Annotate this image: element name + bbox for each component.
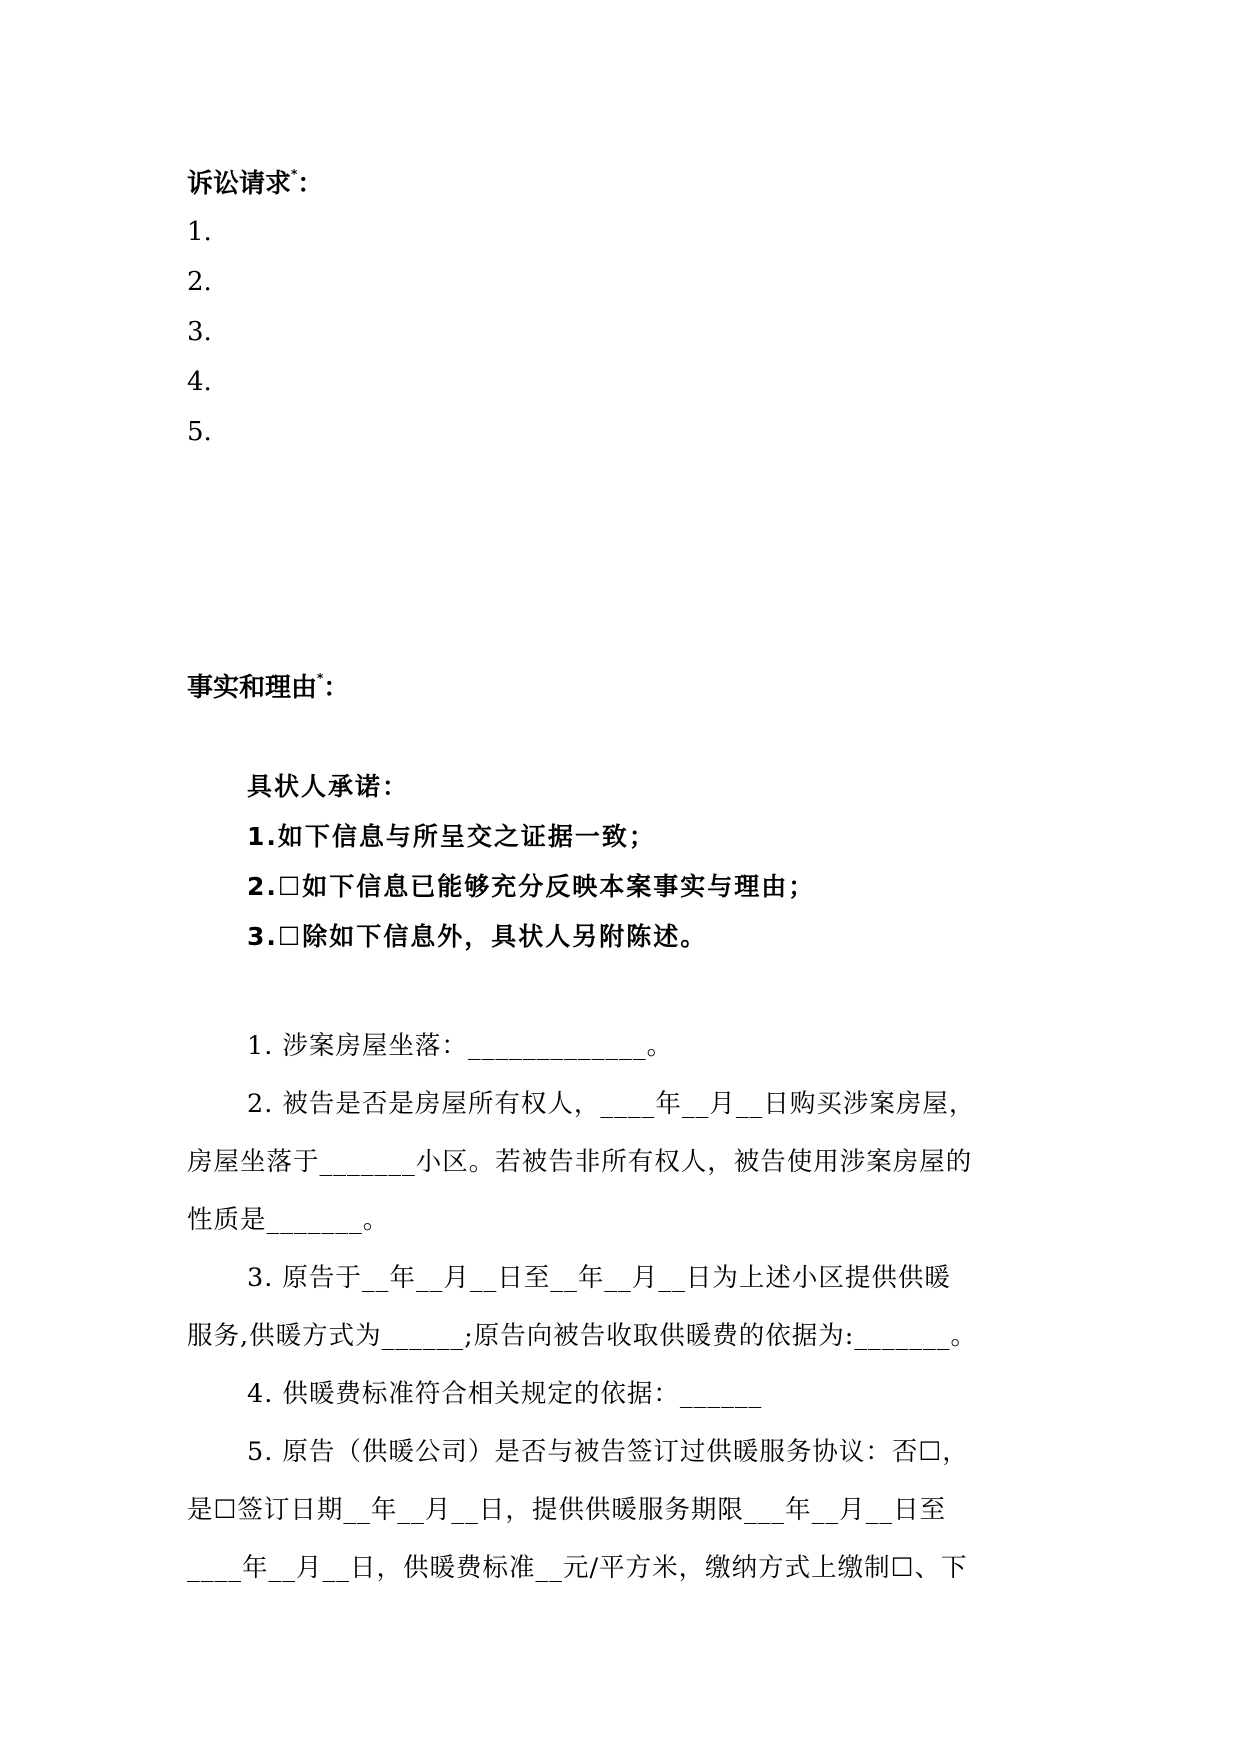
facts-heading [187, 667, 349, 704]
fact-line-6: 服务,供暖方式为______;原告向被告收取供暖费的依据为:_______。 [187, 1321, 978, 1351]
heading-colon: ： [323, 673, 350, 703]
claim-item-2: 2. [187, 267, 212, 297]
pledge-item-3: 3.☐除如下信息外，具状人另附陈述。 [247, 922, 708, 951]
claim-item-5: 5. [187, 417, 212, 447]
required-asterisk: * [317, 671, 324, 685]
fact-line-1: 1. 涉案房屋坐落：_____________。 [247, 1031, 674, 1061]
fact-line-7: 4. 供暖费标准符合相关规定的依据：______ [247, 1379, 763, 1409]
facts-heading-text: 事实和理由 [187, 673, 318, 703]
fact-line-8: 5. 原告（供暖公司）是否与被告签订过供暖服务协议：否☐， [247, 1437, 969, 1467]
heading-colon: ： [297, 169, 324, 199]
claims-heading [187, 163, 323, 200]
pledge-item-1: 1.如下信息与所呈交之证据一致； [247, 822, 656, 851]
fact-line-2: 2. 被告是否是房屋所有权人，____年__月__日购买涉案房屋， [247, 1089, 976, 1119]
pledge-item-2: 2.☐如下信息已能够充分反映本案事实与理由； [247, 872, 816, 901]
required-asterisk: * [291, 167, 298, 181]
fact-line-4: 性质是_______。 [187, 1205, 390, 1235]
pledge-title: 具状人承诺： [247, 772, 410, 801]
claim-item-4: 4. [187, 367, 212, 397]
fact-line-5: 3. 原告于__年__月__日至__年__月__日为上述小区提供供暖 [247, 1263, 951, 1293]
fact-line-9: 是☐签订日期__年__月__日，提供供暖服务期限___年__月__日至 [187, 1495, 947, 1525]
claim-item-1: 1. [187, 217, 212, 247]
fact-line-3: 房屋坐落于_______小区。若被告非所有权人，被告使用涉案房屋的 [187, 1147, 973, 1177]
claim-item-3: 3. [187, 317, 212, 347]
fact-line-10: ____年__月__日，供暖费标准__元/平方米，缴纳方式上缴制☐、下 [187, 1553, 968, 1583]
claims-heading-text: 诉讼请求 [187, 169, 292, 199]
